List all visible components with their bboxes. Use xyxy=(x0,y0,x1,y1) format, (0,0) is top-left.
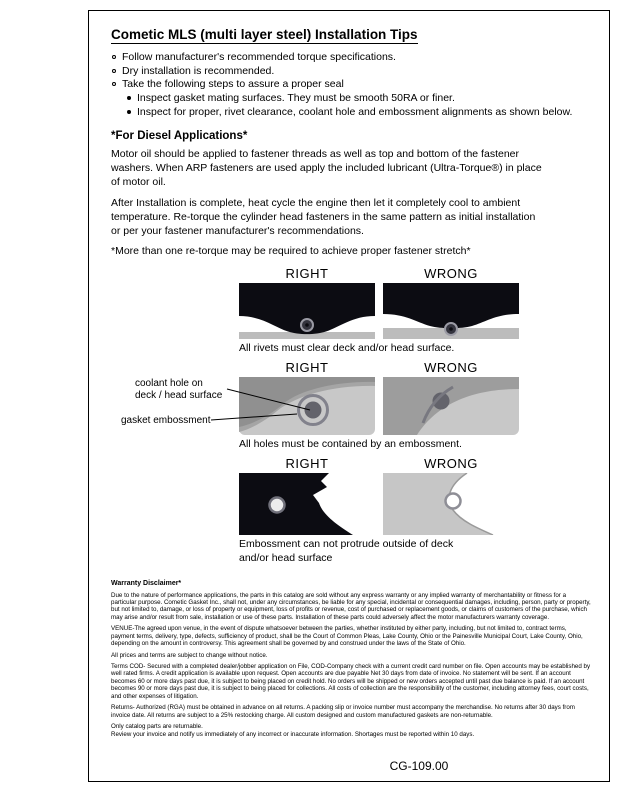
diesel-paragraph: After Installation is complete, heat cycle the engine then let it completely cool to ambient temperature. Re-torque the cylinder head fasteners in the same pattern as initial installation or per your fastener manufacturer's recommendations. xyxy=(111,196,536,237)
diagram-images xyxy=(239,283,591,339)
list-item xyxy=(126,92,591,106)
retorque-note: *More than one re-torque may be required to achieve proper fastener stretch* xyxy=(111,245,471,258)
diagram-row-rivets xyxy=(111,266,591,354)
right-header: RIGHT xyxy=(285,266,329,282)
rivet-right-diagram xyxy=(239,283,375,339)
list-item xyxy=(111,65,591,79)
warranty-heading: Warranty Disclaimer* xyxy=(111,579,182,587)
page-title xyxy=(111,27,591,42)
protrude-right-diagram xyxy=(239,473,375,535)
tips-list xyxy=(111,51,591,119)
diagram-row-protrusion xyxy=(111,456,591,565)
list-item xyxy=(111,51,591,65)
tip-text: Take the following steps to assure a proper seal xyxy=(122,78,344,91)
bullet-icon xyxy=(112,82,116,86)
diagram-images xyxy=(239,377,591,435)
wrong-header: WRONG xyxy=(424,360,478,376)
warranty-paragraph: Review your invoice and notify us immediately of any incorrect or inaccurate information. Shortages must be reported within 10 days. xyxy=(111,730,475,738)
tip-text: Dry installation is recommended. xyxy=(122,64,275,77)
wrong-header: WRONG xyxy=(424,266,478,282)
tip-text: Inspect gasket mating surfaces. They must be smooth 50RA or finer. xyxy=(137,91,455,104)
diagram-images xyxy=(239,473,591,535)
warranty-paragraph: Returns- Authorized (RGA) must be obtained in advance on all returns. A packing slip or invoice number must accompany the merchandise. No returns after 30 days from invoice date. All returns are subject to a 25% restocking charge. All custom designed and custom manufactured gaskets are non-returnable. xyxy=(111,704,575,719)
diagram-caption: All rivets must clear deck and/or head surface. xyxy=(239,342,455,355)
embossment-right-diagram xyxy=(239,377,375,435)
diagram-caption: All holes must be contained by an embossment. xyxy=(239,438,462,451)
right-header: RIGHT xyxy=(285,360,329,376)
bullet-icon xyxy=(127,96,131,100)
warranty-paragraph: All prices and terms are subject to change without notice. xyxy=(111,651,268,659)
warranty-paragraph: Terms COD- Secured with a completed dealer/jobber application on File, COD-Company check with a current credit card number on file. Open accounts may be established by well rated firms. A credit application is available upon request. Open accounts are due payable Net 30 days from date of invoice. No statement will be sent. If an account becomes 60 or more days past due, it is subject to being placed on credit hold. No orders will be shipped or new orders accepted until past due balance is paid. If an account becomes 90 or more days past due, it is subject to being placed for collections. All costs of collection are the responsibility of the customer, including attorney fees, court costs, and other expenses of litigation. xyxy=(111,663,591,700)
warranty-paragraph: Due to the nature of performance applications, the parts in this catalog are sold without any express warranty or any implied warranty of merchantability or fitness for a particular purpose. Cometic Gasket Inc., shall not, under any circumstances, be liable for any special, incidental or consequential damages, including, person, party or property, but not limited to, damage, or loss of property or equipment, loss of profits or revenue, cost of purchased or replacement goods, or claims of customers of the purchase, which may arise and/or result from sale, installation or use of these parts. Installation of these parts could adversely affect the motor manufacturers warranty coverage. xyxy=(111,591,591,621)
page-frame xyxy=(88,10,610,782)
warranty-paragraph: VENUE-The agreed upon venue, in the event of dispute whatsoever between the parties, whether instituted by either party, including, but not limited to, contract terms, payment terms, delivery, type, defects, sufficiency of product, shall be the Court of Common Pleas, Lake County, Ohio or the Painesville Municipal Court, Lake County, Ohio, depending on the amount in controversy. This agreement shall be governed by and construed under the laws of the State of Ohio. xyxy=(111,625,583,648)
diagram-headers xyxy=(239,456,591,471)
embossment-wrong-diagram xyxy=(383,377,519,435)
bullet-icon xyxy=(112,69,116,73)
wrong-header: WRONG xyxy=(424,456,478,472)
gasket-embossment-label: gasket embossment xyxy=(121,415,211,427)
right-header: RIGHT xyxy=(285,456,329,472)
coolant-hole-label-line1: coolant hole on xyxy=(135,378,203,390)
bullet-icon xyxy=(127,110,131,114)
diagram-section xyxy=(111,266,591,565)
tip-text: Inspect for proper, rivet clearance, coolant hole and embossment alignments as shown below. xyxy=(137,105,573,118)
bullet-icon xyxy=(112,55,116,59)
list-item xyxy=(111,78,591,92)
diagram-caption: Embossment can not protrude outside of deck and/or head surface xyxy=(239,538,454,564)
catalog-code: CG-109.00 xyxy=(389,759,449,773)
diesel-paragraph: Motor oil should be applied to fastener threads as well as top and bottom of the fastener washers. When ARP fasteners are used apply the included lubricant (Ultra-Torque®) in place of motor oil. xyxy=(111,148,542,188)
list-item xyxy=(126,106,591,120)
protrude-wrong-diagram xyxy=(383,473,519,535)
warranty-paragraph: Only catalog parts are returnable. xyxy=(111,723,203,731)
rivet-wrong-diagram xyxy=(383,283,519,339)
coolant-hole-label xyxy=(135,378,222,402)
diagram-row-embossment xyxy=(111,360,591,450)
tip-text: Follow manufacturer's recommended torque specifications. xyxy=(122,51,396,63)
diagram-headers xyxy=(239,360,591,375)
diesel-heading: *For Diesel Applications* xyxy=(111,130,248,143)
coolant-hole-label-line2: deck / head surface xyxy=(135,390,223,402)
warranty-section xyxy=(111,580,591,738)
diagram-headers xyxy=(239,266,591,281)
page-title-text: Cometic MLS (multi layer steel) Installation Tips xyxy=(111,27,418,42)
